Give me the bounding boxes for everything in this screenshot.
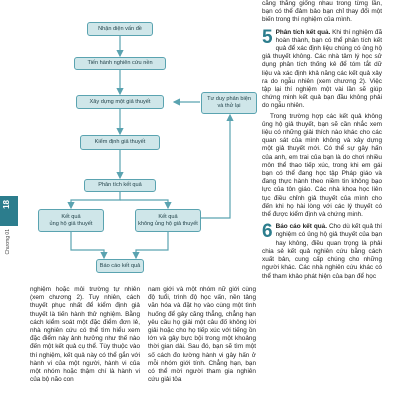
- body-column-right: [262, 0, 382, 400]
- step-build-hypothesis: Xây dựng một giả thuyết: [76, 95, 164, 109]
- step6-number: 6: [262, 221, 273, 243]
- paragraph-middle: nam giới và một nhóm nữ giới cùng độ tuổi, trình độ học vấn, nền tảng văn hóa và đặt họ vào cùng một tình huống để gây căng thẳng, chẳng hạn yêu cầu họ giải một câu đố không lời giải hoặc cho họ tiếp xúc với tiếng ồn lớn và gây bực bội trong một khoảng thời gian dài. Sau đó, bạn sẽ tìm một số cách đo lường hành vi gây hấn ở mỗi nhóm giới tính. Chẳng hạn, bạn có thể mời người tham gia nghiên cứu giải tỏa: [148, 286, 256, 384]
- step6-paragraph: [262, 223, 382, 280]
- step-report-results: Báo cáo kết quả: [96, 259, 144, 273]
- side-critical-thinking: Tư duy phản biện và thử lại: [201, 92, 257, 114]
- paragraph-right-top: căng thẳng giống nhau trong từng lần, bạn có thể đảm bảo bạn chỉ thay đổi một biến trong thí nghiệm của mình.: [262, 0, 382, 24]
- arrow-6-8: [71, 232, 104, 258]
- chapter-label: Chương 01: [5, 229, 11, 255]
- chapter-strip: [0, 0, 21, 400]
- paragraph-left: nghiệm hoặc môi trường tự nhiên (xem chương 2). Tuy nhiên, cách thuyết phục nhất để kiểm định giả thuyết là tiến hành thử nghiệm. Bằng cách kiểm soát một đặc điểm đơn lẻ, nhà nghiên cứu có thể tìm hiểu xem đặc điểm này ảnh hưởng như thế nào đến một kết quả cụ thể. Tùy thuộc vào thí nghiệm, kết quả này có thể gắn với hành vi của một người, hành vi của một nhóm hoặc thậm chí là hành vi của bộ não con: [30, 286, 140, 384]
- arrow-5-6: [71, 192, 120, 208]
- page-number: 18: [2, 200, 11, 209]
- step6-text: Cho dù kết quả thí nghiệm có ủng hộ giả thuyết của bạn hay không, điều quan trọng là phải chia sẻ kết quả nghiên cứu bằng cách xuất bản, cung cấp chúng cho những người khác. Các nhà nghiên cứu khác có thể tham khảo phát hiện của bạn để học: [262, 223, 382, 280]
- step6-title: Báo cáo kết quả.: [275, 223, 327, 231]
- scientific-method-flowchart: [24, 0, 259, 282]
- step5-title: Phân tích kết quả.: [275, 28, 331, 36]
- body-column-left: [30, 286, 140, 400]
- step-identify-problem: Nhận diện vấn đề: [87, 22, 153, 36]
- arrow-7-side: [200, 115, 230, 218]
- step-results-support: Kết quả ủng hộ giả thuyết: [38, 209, 104, 232]
- paragraph-right-2: Trong trường hợp các kết quả không ủng hộ giả thuyết, bạn sẽ cần nhắc xem liệu có những giải thích nào khác cho các quan sát của mình không và xây dựng một giả thuyết mới. Có thể sự gây hấn của anh, em trai của bạn là do chơi nhiều môn thể thao tiếp xúc, trong khi em gái bạn có thể đang học tập Pháp giáo và đang thực hành theo niềm tin không bạo lực của tôn giáo. Các nhà khoa học liên tục điều chỉnh giả thuyết của mình cho đến khi họ hài lòng với các lý thuyết có thể được kiểm định và chứng minh.: [262, 112, 382, 219]
- step-background-research: Tiến hành nghiên cứu nền: [74, 57, 166, 70]
- arrow-7-8: [136, 232, 168, 258]
- step5-text: Khi thí nghiệm đã hoàn thành, bạn có thể phân tích kết quả để xác định liệu chúng có ủng hộ giả thuyết không. Các nhà tâm lý học sử dụng phân tích thống kê để tóm tắt dữ liệu và xác định khả năng các kết quả xảy ra do ngẫu nhiên (xem chương 2). Việc tập lại thí nghiệm một vài lần sẽ giúp chứng minh kết quả bạn đầu không phải do ngẫu nhiên.: [262, 28, 382, 110]
- step5-number: 5: [262, 26, 273, 48]
- body-column-middle: [148, 286, 256, 400]
- step-analyze-results: Phân tích kết quả: [84, 179, 156, 192]
- arrow-5-7: [120, 200, 168, 208]
- step-results-not-support: Kết quả không ủng hộ giả thuyết: [135, 209, 201, 232]
- step-test-hypothesis: Kiểm định giả thuyết: [80, 135, 160, 150]
- step5-paragraph: [262, 26, 382, 111]
